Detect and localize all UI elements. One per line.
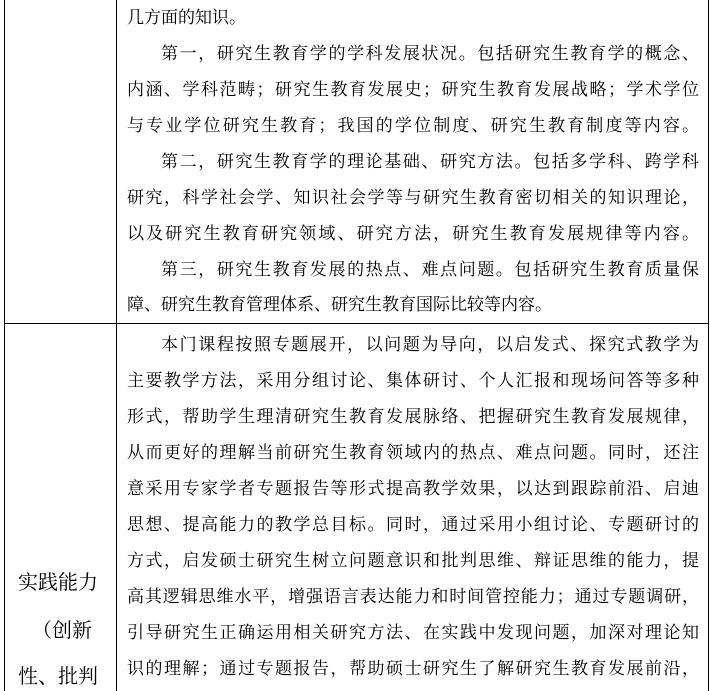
text-line: 从而更好的理解当前研究生教育领域内的热点、难点问题。同时，还注 bbox=[127, 443, 699, 463]
text-line: 识的理解；通过专题报告，帮助硕士研究生了解研究生教育发展前沿， bbox=[127, 659, 699, 679]
text-line: 第二，研究生教育学的理论基础、研究方法。包括多学科、跨学科 bbox=[161, 152, 699, 172]
text-line: 高其逻辑思维水平，增强语言表达能力和时间管控能力；通过专题调研， bbox=[127, 587, 699, 607]
row-label-line: 性、批判 bbox=[18, 664, 98, 688]
text-line: 内涵、学科范畴；研究生教育发展史；研究生教育发展战略；学术学位 bbox=[127, 80, 699, 100]
text-line: 主要教学方法，采用分组讨论、集体研讨、个人汇报和现场问答等多种 bbox=[127, 371, 699, 391]
text-line: 障、研究生教育管理体系、研究生教育国际比较等内容。 bbox=[127, 295, 552, 315]
text-line: 本门课程按照专题展开，以问题为导向，以启发式、探究式教学为 bbox=[161, 335, 699, 355]
text-line: 意采用专家学者专题报告等形式提高教学效果，以达到跟踪前沿、启迪 bbox=[127, 479, 699, 499]
table-column-divider bbox=[116, 0, 117, 691]
text-line: 研究，科学社会学、知识社会学等与研究生教育密切相关的知识理论， bbox=[127, 188, 699, 208]
text-line: 与专业学位研究生教育；我国的学位制度、研究生教育制度等内容。 bbox=[127, 116, 699, 136]
text-line: 第一，研究生教育学的学科发展状况。包括研究生教育学的概念、 bbox=[161, 44, 699, 64]
text-line: 第三，研究生教育发展的热点、难点问题。包括研究生教育质量保 bbox=[161, 260, 699, 280]
text-line: 思想、提高能力的教学总目标。同时，通过采用小组讨论、专题研讨的 bbox=[127, 515, 699, 535]
row-divider bbox=[4, 323, 709, 324]
text-line: 引导研究生正确运用相关研究方法、在实践中发现问题，加深对理论知 bbox=[127, 623, 699, 643]
text-line: 形式，帮助学生理清研究生教育发展脉络、把握研究生教育发展规律， bbox=[127, 407, 699, 427]
text-line: 几方面的知识。 bbox=[127, 8, 246, 28]
text-line: 方式，启发硕士研究生树立问题意识和批判思维、辩证思维的能力，提 bbox=[127, 551, 699, 571]
table-right-border bbox=[708, 0, 709, 691]
row-label-line: （创新 bbox=[32, 618, 92, 642]
text-line: 以及研究生教育研究领域、研究方法，研究生教育发展规律等内容。 bbox=[127, 224, 699, 244]
row-label-line: 实践能力 bbox=[18, 570, 98, 594]
